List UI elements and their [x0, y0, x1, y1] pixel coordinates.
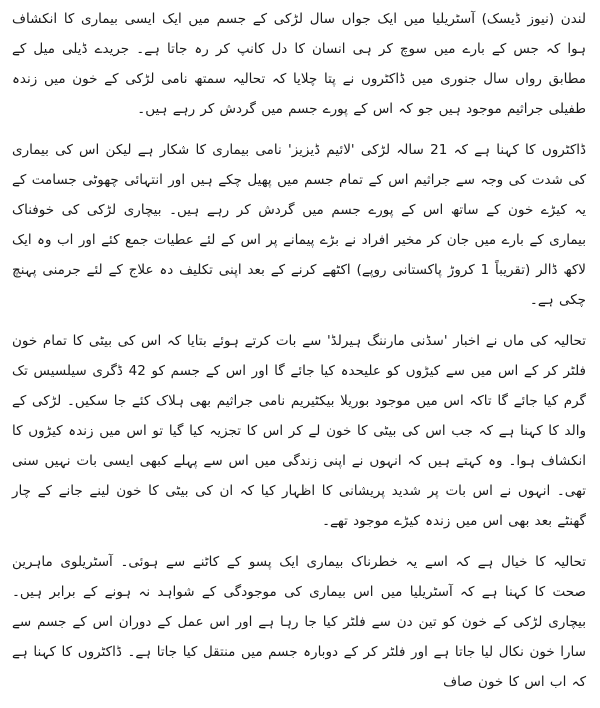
article-paragraph-2: ڈاکٹروں کا کہنا ہے کہ 21 سالہ لڑکی 'لائیم ڈیزیز' نامی بیماری کا شکار ہے لیکن اس کی بیماری کی شدت کی وجہ سے جراثیم اس کے تمام جسم میں پھیل چکے ہیں اور انتہائی چھوٹی جسامت کے یہ کیڑے خون کے ساتھ اس کے پورے جسم میں گردش کر رہے ہیں۔ بیچاری لڑکی کی خوفناک بیماری کے بارے میں جان کر مخیر افراد نے بڑے پیمانے پر اس کے لئے عطیات جمع کئے اور اب وہ ایک لاکھ ڈالر (تقریباً 1 کروڑ پاکستانی روپے) اکٹھے کرنے کے بعد اپنی تکلیف دہ علاج کے لئے جرمنی پہنچ چکی ہے۔ — [12, 142, 587, 308]
article-body — [12, 4, 586, 708]
article-paragraph-3: تحالیہ کی ماں نے اخبار 'سڈنی مارننگ ہیرلڈ' سے بات کرتے ہوئے بتایا کہ اس کی بیٹی کا تمام خون فلٹر کر کے اس میں سے کیڑوں کو علیحدہ کیا جائے گا اور اس کے جسم کو 42 ڈگری سیلسیس تک گرم کیا جائے گا تاکہ اس میں موجود بوریلا بیکٹیریم نامی جراثیم بھی ہلاک کئے جا سکیں۔ لڑکی کے والد کا کہنا ہے کہ جب اس کی بیٹی کا خون لے کر اس کا تجزیہ کیا گیا تو اس میں زندہ کیڑوں کا انکشاف ہوا۔ وہ کہتے ہیں کہ انہوں نے اپنی زندگی میں اس سے پہلے کبھی ایسی بات نہیں سنی تھی۔ انہوں نے اس بات پر شدید پریشانی کا اظہار کیا کہ ان کی بیٹی کا خون لینے جانے کے چار گھنٹے بعد بھی اس میں زندہ کیڑے موجود تھے۔ — [12, 333, 586, 529]
article-paragraph-4: تحالیہ کا خیال ہے کہ اسے یہ خطرناک بیماری ایک پسو کے کاٹنے سے ہوئی۔ آسٹریلوی ماہرین صحت کا کہنا ہے کہ آسٹریلیا میں اس بیماری کی موجودگی کے شواہد نہ ہونے کے برابر ہیں۔ بیچاری لڑکی کے خون کو تین دن سے فلٹر کیا جا رہا ہے اور اس عمل کے دوران اس کے جسم سے سارا خون نکال لیا جاتا ہے اور فلٹر کر کے دوبارہ جسم میں منتقل کیا جاتا ہے۔ ڈاکٹروں کا کہنا ہے کہ اب اس کا خون صاف — [12, 554, 586, 690]
article-paragraph-1: لندن (نیوز ڈیسک) آسٹریلیا میں ایک جواں سال لڑکی کے جسم میں ایک ایسی بیماری کا انکشاف ہوا کہ جس کے بارے میں سوچ کر ہی انسان کا دل کانپ کر رہ جاتا ہے۔ جریدے ڈیلی میل کے مطابق رواں سال جنوری میں ڈاکٹروں نے پتا چلایا کہ تحالیہ سمتھ نامی لڑکی کے خون میں زندہ طفیلی جراثیم موجود ہیں جو کہ اس کے پورے جسم میں گردش کر رہے ہیں۔ — [12, 11, 586, 117]
